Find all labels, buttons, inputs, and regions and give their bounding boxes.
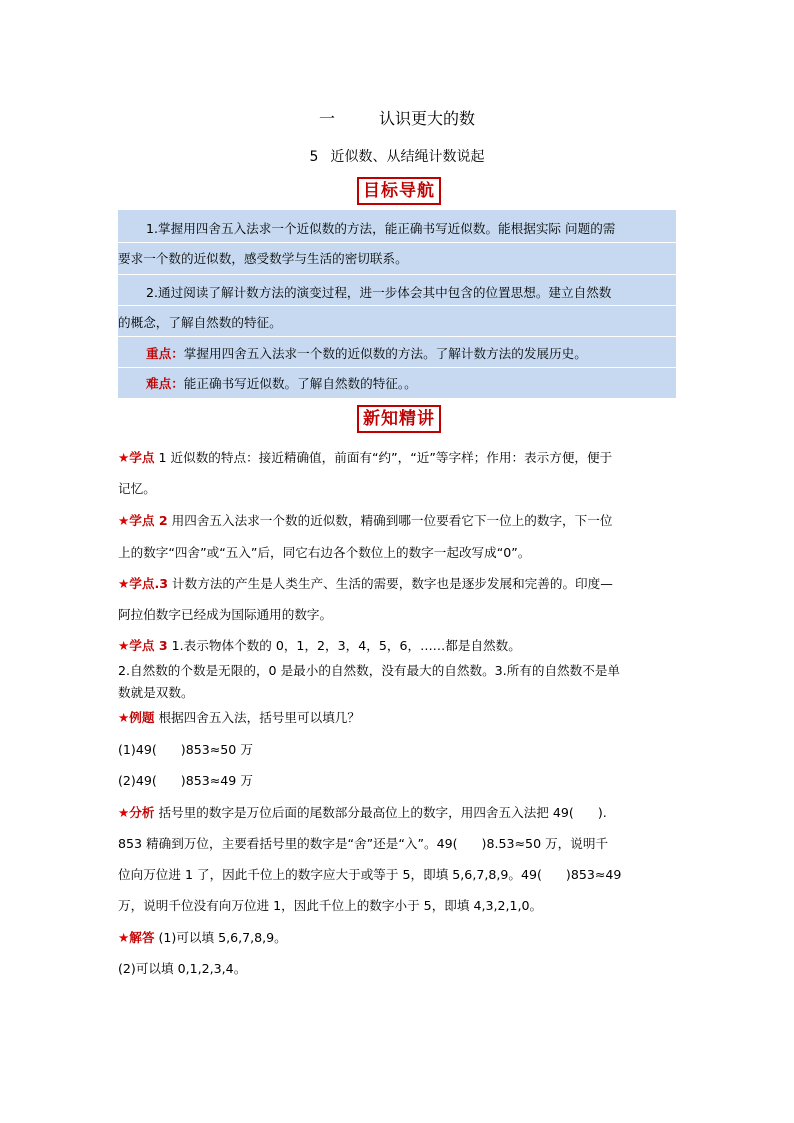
point-2-line-1 xyxy=(118,510,612,529)
analysis-line-3 xyxy=(118,864,621,883)
star-icon: ★ xyxy=(118,930,130,945)
example-line xyxy=(118,707,360,726)
analysis-text-2: 853 精确到万位，主要看括号里的数字是“舍”还是“入”。49( xyxy=(118,836,458,851)
analysis-line-2 xyxy=(118,833,608,852)
point-4-line-2: 2.自然数的个数是无限的，0 是最小的自然数，没有最大的自然数。3.所有的自然数不是单 xyxy=(118,663,621,678)
analysis-line-1 xyxy=(118,802,607,821)
divider xyxy=(118,274,676,275)
divider xyxy=(118,242,676,243)
analysis-label: 分析 xyxy=(129,805,155,820)
solution-line-1 xyxy=(118,927,287,946)
example-item-1-suffix: )853≈50 万 xyxy=(180,742,253,757)
unit-title xyxy=(0,106,794,129)
key-point-label: 重点： xyxy=(146,346,184,361)
point-4-label: 学点 3 xyxy=(129,638,168,653)
point-3-text: 计数方法的产生是人类生产、生活的需要，数字也是逐步发展和完善的。印度— xyxy=(168,576,613,591)
unit-number: 一 xyxy=(318,109,335,128)
star-icon: ★ xyxy=(118,710,130,725)
example-item-1-prefix: (1)49( xyxy=(118,742,157,757)
new-knowledge-heading: 新知精讲 xyxy=(357,405,441,433)
point-4-line-1 xyxy=(118,635,521,654)
lesson-title-text: 近似数、从结绳计数说起 xyxy=(330,149,485,165)
divider xyxy=(118,367,676,368)
star-icon: ★ xyxy=(118,805,130,820)
example-item-2-prefix: (2)49( xyxy=(118,773,157,788)
example-item-2-suffix: )853≈49 万 xyxy=(180,773,253,788)
point-1-label: 学点 xyxy=(129,450,155,465)
point-1-line-1 xyxy=(118,447,612,466)
star-icon: ★ xyxy=(118,450,130,465)
point-2-label: 学点 2 xyxy=(129,513,168,528)
difficult-point xyxy=(146,373,704,392)
lesson-number: 5 xyxy=(309,149,319,165)
goal-1-line-2: 要求一个数的近似数，感受数学与生活的密切联系。 xyxy=(118,251,408,266)
analysis-line-4: 万，说明千位没有向万位进 1，因此千位上的数字小于 5，即填 4,3,2,1,0。 xyxy=(118,898,543,913)
point-2-line-2: 上的数字“四舍”或“五入”后，同它右边各个数位上的数字一起改写成“0”。 xyxy=(118,545,531,560)
unit-title-text: 认识更大的数 xyxy=(379,109,476,128)
goal-2-line-2: 的概念，了解自然数的特征。 xyxy=(118,315,282,330)
example-label: 例题 xyxy=(129,710,155,725)
goal-1-line-1: 1.掌握用四舍五入法求一个近似数的方法，能正确书写近似数。能根据实际 问题的需 xyxy=(146,221,616,236)
difficult-point-text: 能正确书写近似数。了解自然数的特征。。 xyxy=(183,376,417,391)
analysis-text-3: 位向万位进 1 了，因此千位上的数字应大于或等于 5，即填 5,6,7,8,9。49( xyxy=(118,867,542,882)
star-icon: ★ xyxy=(118,576,130,591)
goal-2-line-1: 2.通过阅读了解计数方法的演变过程，进一步体会其中包含的位置思想。建立自然数 xyxy=(146,285,612,300)
star-icon: ★ xyxy=(118,638,130,653)
solution-label: 解答 xyxy=(129,930,155,945)
example-item-2 xyxy=(118,770,253,789)
point-4-text: 1.表示物体个数的 0，1，2，3，4，5，6，……都是自然数。 xyxy=(167,638,521,653)
divider xyxy=(118,336,676,337)
goals-heading: 目标导航 xyxy=(357,177,441,205)
solution-text-1: (1)可以填 5,6,7,8,9。 xyxy=(154,930,287,945)
example-item-1 xyxy=(118,739,253,758)
solution-line-2: (2)可以填 0,1,2,3,4。 xyxy=(118,961,247,976)
analysis-text-1: 括号里的数字是万位后面的尾数部分最高位上的数字，用四舍五入法把 49( xyxy=(154,805,574,820)
point-3-label: 学点.3 xyxy=(129,576,169,591)
point-1-line-2: 记忆。 xyxy=(118,481,156,496)
point-2-text: 用四舍五入法求一个数的近似数，精确到哪一位要看它下一位上的数字，下一位 xyxy=(167,513,613,528)
analysis-text-3b: )853≈49 xyxy=(565,867,622,882)
lesson-title xyxy=(0,146,794,166)
analysis-text-1b: ). xyxy=(597,805,607,820)
point-3-line-1 xyxy=(118,573,613,592)
analysis-text-2b: )8.53≈50 万，说明千 xyxy=(481,836,609,851)
goals-box xyxy=(118,210,676,398)
key-point-text: 掌握用四舍五入法求一个数的近似数的方法。了解计数方法的发展历史。 xyxy=(183,346,587,361)
divider xyxy=(118,305,676,306)
star-icon: ★ xyxy=(118,513,130,528)
difficult-point-label: 难点： xyxy=(146,376,184,391)
key-point xyxy=(146,343,704,362)
point-1-text: 1 近似数的特点：接近精确值，前面有“约”，“近”等字样；作用：表示方便，便于 xyxy=(154,450,613,465)
point-4-line-3: 数就是双数。 xyxy=(118,685,194,700)
point-3-line-2: 阿拉伯数字已经成为国际通用的数字。 xyxy=(118,607,333,622)
example-text: 根据四舍五入法，括号里可以填几？ xyxy=(154,710,360,725)
